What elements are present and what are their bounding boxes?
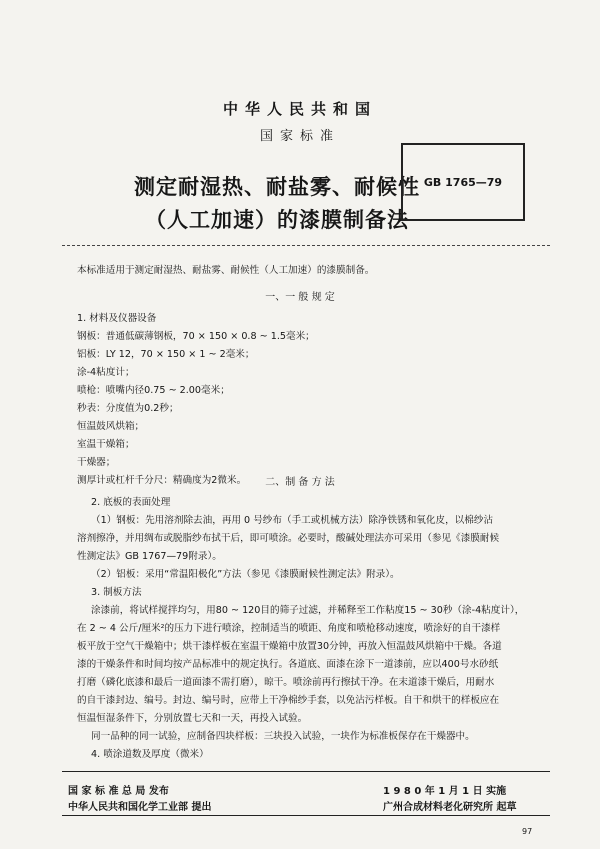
list-item: 喷枪：喷嘴内径0.75 ~ 2.00毫米； [77, 385, 230, 396]
paragraph-line: 性测定法》GB 1767—79附录）。 [77, 551, 222, 562]
drafter-text: 广州合成材料老化研究所 起草 [383, 802, 517, 813]
p4-title: 4. 喷涂道数及厚度（微米） [91, 749, 209, 760]
paragraph-line: 溶剂擦净，并用绸布或脱脂纱布拭干后，即可喷涂。必要时，酸碱处理法亦可采用（参见《漆膜耐候 [77, 533, 500, 544]
list-item: 秒表：分度值为0.2秒； [77, 403, 179, 414]
document-title-line2: （人工加速）的漆膜制备法 [145, 208, 409, 232]
standard-code-box [401, 143, 525, 221]
document-title-line1: 测定耐湿热、耐盐雾、耐候性 [134, 175, 420, 199]
section2-heading: 二、制 备 方 法 [265, 477, 335, 488]
proposer-text: 中华人民共和国化学工业部 提出 [68, 802, 212, 813]
p2-1-paragraph [77, 512, 499, 566]
p3-extra-paragraph: 同一品种的同一试验，应制备四块样板：三块投入试验，一块作为标准板保存在干燥器中。 [91, 731, 475, 742]
section1-subheading: 1. 材料及仪器设备 [77, 313, 157, 324]
p2-2-paragraph: （2）铝板：采用“常温阳极化”方法（参见《漆膜耐候性测定法》附录）。 [91, 569, 400, 580]
country-heading: 中华人民共和国 [222, 100, 377, 118]
p3-title: 3. 制板方法 [91, 587, 142, 598]
list-item: 室温干燥箱； [77, 439, 135, 450]
standard-code: GB 1765—79 [423, 175, 503, 189]
paragraph-line: 板平放于空气干燥箱中；烘干漆样板在室温干燥箱中放置30分钟，再放入恒温鼓风烘箱中干燥。各道 [77, 641, 502, 652]
list-item: 铝板：LY 12，70 × 150 × 1 ~ 2毫米； [77, 349, 255, 360]
standard-type-heading: 国家标准 [259, 129, 340, 144]
list-item: 恒温鼓风烘箱； [77, 421, 145, 432]
paragraph-line: （1）钢板：先用溶剂除去油，再用 0 号纱布（手工或机械方法）除净铁锈和氧化皮，以棉纱沾 [91, 515, 494, 526]
paragraph-line: 打磨（磷化底漆和最后一道面漆不需打磨），晾干。喷涂前再行擦拭干净。在末道漆干燥后，用耐水 [77, 677, 495, 688]
issuer-text: 国 家 标 准 总 局 发布 [68, 786, 169, 797]
footer-bottom-divider [62, 815, 550, 816]
header-divider [62, 245, 550, 246]
paragraph-line: 在 2 ~ 4 公斤/厘米²的压力下进行喷涂，控制适当的喷距、角度和喷枪移动速度，喷涂好的自干漆样 [77, 623, 501, 634]
section1-heading: 一、一 般 规 定 [265, 292, 335, 303]
list-item: 钢板：普通低碳薄钢板，70 × 150 × 0.8 ~ 1.5毫米； [77, 331, 315, 342]
intro-text: 本标准适用于测定耐湿热、耐盐雾、耐候性（人工加速）的漆膜制备。 [77, 265, 375, 276]
p2-title: 2. 底板的表面处理 [91, 497, 171, 508]
paragraph-line: 恒温恒湿条件下，分别放置七天和一天，再投入试验。 [77, 713, 308, 724]
list-item: 测厚计或杠杆千分尺：精确度为2微米。 [77, 475, 247, 486]
section1-item-list [77, 328, 315, 490]
paragraph-line: 涂漆前，将试样搅拌均匀，用80 ~ 120目的筛子过滤，并稀释至工作粘度15 ~ 30秒（涂-4粘度计）， [91, 605, 525, 616]
paragraph-line: 漆的干燥条件和时间均按产品标准中的规定执行。各道底、面漆在涂下一道漆前，应以400号水砂纸 [77, 659, 499, 670]
paragraph-line: 的自干漆封边、编号。封边、编号时，应带上干净棉纱手套，以免沾污样板。自干和烘干的样板应在 [77, 695, 500, 706]
footer-divider [62, 771, 550, 772]
p3-paragraph [77, 602, 524, 728]
list-item: 干燥器； [77, 457, 116, 468]
effective-date-text: 1 9 8 0 年 1 月 1 日 实施 [383, 786, 507, 797]
page-number: 97 [522, 827, 533, 836]
list-item: 涂-4粘度计； [77, 367, 135, 378]
